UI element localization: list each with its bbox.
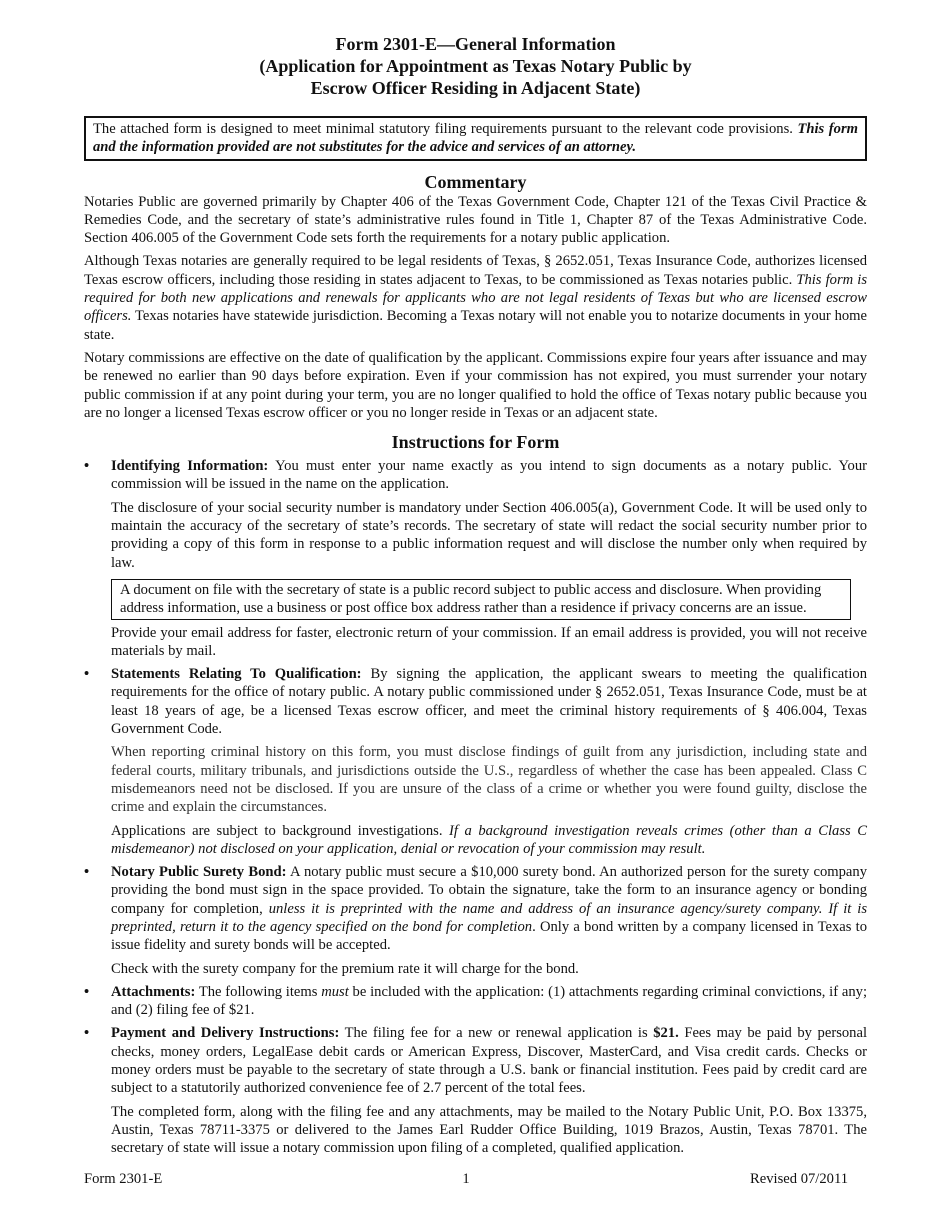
- qualification-label: Statements Relating To Qualification:: [111, 666, 362, 683]
- disclaimer-emphasis: This form and the information provided are not substitutes for the advice and services of an attorney.: [93, 121, 858, 156]
- commentary-paragraph-1: Notaries Public are governed primarily by Chapter 406 of the Texas Government Code, Chapter 121 of the Texas Civil Practice & Remedies Code, and the secretary of state’s administrative rules found in Title 1, Chapter 87 of the Texas Administrative Code. Section 406.005 of the Government Code sets forth the requirements for a notary public application.: [84, 193, 867, 247]
- ssn-paragraph: The disclosure of your social security number is mandatory under Section 406.005(a), Government Code. It will be used only to maintain the accuracy of the secretary of state’s records. The secretary of state will redact the social security number prior to providing a copy of this form in response to a public information request and will disclose the number only when required by law.: [111, 499, 867, 571]
- criminal-history-paragraph: When reporting criminal history on this form, you must disclose findings of guilt from any jurisdiction, including state and federal courts, military tribunals, and jurisdictions outside the U.S., regardless of whether the case has been appealed. Class C misdemeanors need not be disclosed. If you are unsure of the class of a crime or whether you were found guilty, disclose the crime and explain the circumstances.: [111, 744, 867, 816]
- bond-label: Notary Public Surety Bond:: [111, 864, 287, 881]
- public-record-notice-box: A document on file with the secretary of state is a public record subject to public access and disclosure. When providing address information, use a business or post office box address rather than a residence if privacy concerns are an issue.: [111, 579, 851, 620]
- title-line-3: Escrow Officer Residing in Adjacent State): [310, 78, 641, 98]
- bullet-icon: •: [84, 666, 90, 683]
- identifying-label: Identifying Information:: [111, 458, 269, 475]
- bullet-icon: •: [84, 983, 90, 1000]
- commentary-paragraph-3: Notary commissions are effective on the date of qualification by the applicant. Commissions expire four years after issuance and may be renewed no earlier than 90 days before expiration. Even if your commission has not expired, you must surrender your notary public commission if at any point during your term, you are no longer qualified to hold the office of Texas notary public because you are no longer a licensed Texas escrow officer or you no longer reside in Texas or an adjacent state.: [84, 349, 867, 421]
- footer-page-number: 1: [462, 1171, 470, 1187]
- commentary-p2-text: Although Texas notaries are generally required to be legal residents of Texas, § 2652.051, Texas Insurance Code, authorizes licensed Texas escrow officers, including those residing in states adjacent to Texas, to be commissioned as Texas notaries public.: [84, 253, 867, 288]
- attachments-label: Attachments:: [111, 983, 196, 1000]
- instructions-heading: Instructions for Form: [391, 432, 560, 453]
- instruction-surety-bond: [84, 863, 867, 978]
- email-paragraph-wrapper: [84, 624, 867, 661]
- commentary-heading: Commentary: [424, 171, 527, 192]
- instruction-identifying-information: [84, 457, 867, 572]
- commentary-p2-text-end: Texas notaries have statewide jurisdiction. Becoming a Texas notary will not enable you to notarize documents in your home state.: [84, 308, 867, 343]
- payment-fee: $21.: [653, 1025, 679, 1042]
- footer-revised-date: Revised 07/2011: [750, 1171, 848, 1187]
- footer-form-id: Form 2301-E: [84, 1171, 163, 1187]
- form-title: [84, 33, 867, 99]
- instruction-qualification: [84, 665, 867, 858]
- background-text: Applications are subject to background investigations.: [111, 822, 450, 839]
- email-paragraph: Provide your email address for faster, electronic return of your commission. If an email address is provided, you will not receive materials by mail.: [111, 624, 867, 659]
- disclaimer-text: The attached form is designed to meet minimal statutory filing requirements pursuant to the relevant code provisions.: [93, 121, 798, 137]
- payment-text: The filing fee for a new or renewal application is: [339, 1025, 654, 1042]
- document-page: [84, 33, 867, 1158]
- bond-italic: unless it is preprinted with the name and address of an insurance agency/surety company. If it is preprinted, return it to the agency specified on the bond for completion: [111, 900, 867, 935]
- background-paragraph: [111, 822, 867, 859]
- attachments-text: The following items: [195, 983, 322, 1000]
- payment-label: Payment and Delivery Instructions:: [111, 1025, 340, 1042]
- attachments-text-end: be included with the application: (1) attachments regarding criminal convictions, if any; and (2) filing fee of $21.: [111, 983, 867, 1019]
- attachments-italic: must: [321, 983, 349, 1000]
- disclaimer-box: [84, 116, 867, 161]
- qualification-text: By signing the application, the applicant swears to meeting the qualification requirements for the office of notary public. A notary public commissioned under § 2652.051, Texas Insurance Code, must be at least 18 years of age, be a licensed Texas escrow officer, and meet the criminal history requirements of § 406.004, Texas Government Code.: [111, 666, 867, 738]
- commentary-paragraph-2: [84, 252, 867, 343]
- title-line-1: Form 2301-E—General Information: [335, 34, 616, 54]
- background-italic: If a background investigation reveals crimes (other than a Class C misdemeanor) not disclosed on your application, denial or revocation of your commission may result.: [111, 822, 867, 857]
- bond-text: A notary public must secure a $10,000 surety bond. An authorized person for the surety company providing the bond must sign in the space provided. To obtain the signature, take the form to an insurance agency or bonding company for completion,: [111, 864, 867, 917]
- payment-text-end: Fees may be paid by personal checks, money orders, LegalEase debit cards or American Express, Discover, MasterCard, and Visa credit cards. Checks or money orders must be payable to the secretary of state through a U.S. bank or financial institution. Fees paid by credit card are subject to a statutorily authorized convenience fee of 2.7 percent of the total fees.: [111, 1025, 867, 1097]
- bullet-icon: •: [84, 864, 90, 881]
- instruction-payment-delivery: [84, 1024, 867, 1157]
- mailing-paragraph: The completed form, along with the filing fee and any attachments, may be mailed to the Notary Public Unit, P.O. Box 13375, Austin, Texas 78711-3375 or delivered to the James Earl Rudder Office Building, 1019 Brazos, Austin, Texas 78701. The secretary of state will issue a notary commission upon filing of a completed, qualified application.: [111, 1103, 867, 1157]
- commentary-p2-italic: This form is required for both new applications and renewals for applicants who are not legal residents of Texas but who are licensed escrow officers.: [84, 271, 868, 325]
- bullet-icon: •: [84, 1025, 90, 1042]
- bullet-icon: •: [84, 458, 90, 475]
- identifying-text: You must enter your name exactly as you intend to sign documents as a notary public. Your commission will be issued in the name on the application.: [111, 458, 868, 493]
- instruction-attachments: [84, 983, 867, 1020]
- page-footer: [84, 1170, 848, 1190]
- title-line-2: (Application for Appointment as Texas Notary Public by: [259, 56, 692, 76]
- bond-text-end: . Only a bond written by a company licensed in Texas to issue fidelity and surety bonds will be accepted.: [111, 918, 867, 954]
- premium-paragraph: Check with the surety company for the premium rate it will charge for the bond.: [111, 960, 579, 977]
